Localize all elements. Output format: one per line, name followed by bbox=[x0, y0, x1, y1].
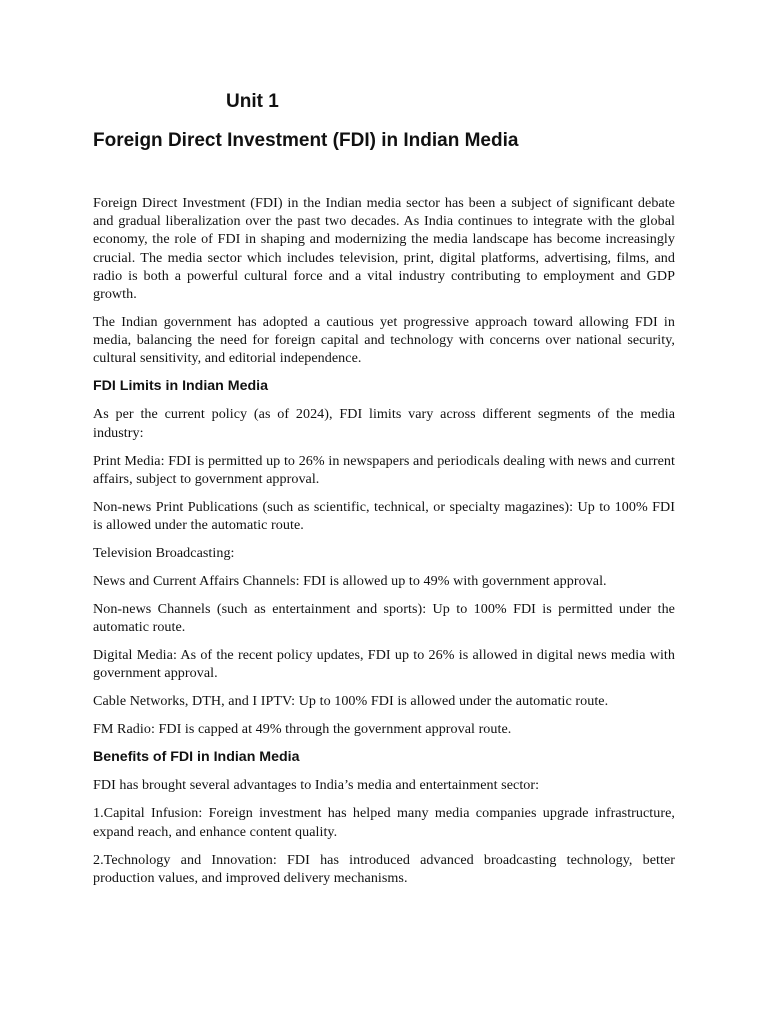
limit-digital-media: Digital Media: As of the recent policy updates, FDI up to 26% is allowed in digital news media with government approval. bbox=[93, 647, 675, 682]
limits-intro-paragraph: As per the current policy (as of 2024), FDI limits vary across different segments of the media industry: bbox=[93, 406, 675, 441]
document-title: Foreign Direct Investment (FDI) in Indian Media bbox=[93, 130, 519, 151]
limit-print-media: Print Media: FDI is permitted up to 26% in newspapers and periodicals dealing with news and current affairs, subject to government approval. bbox=[93, 452, 675, 487]
intro-paragraph-1: Foreign Direct Investment (FDI) in the Indian media sector has been a subject of significant debate and gradual liberalization over the past two decades. As India continues to integrate with the global economy, the role of FDI in shaping and modernizing the media landscape has become increasingly crucial. The media sector which includes television, print, digital platforms, advertising, films, and radio is both a powerful cultural force and a vital industry contributing to employment and GDP growth. bbox=[93, 195, 675, 303]
limit-fm-radio: FM Radio: FDI is capped at 49% through the government approval route. bbox=[93, 721, 512, 738]
limit-tv-broadcasting: Television Broadcasting: bbox=[93, 545, 235, 562]
limit-non-news-channels: Non-news Channels (such as entertainment and sports): Up to 100% FDI is permitted under the automatic route. bbox=[93, 601, 675, 636]
intro-paragraph-2: The Indian government has adopted a cautious yet progressive approach toward allowing FDI in media, balancing the need for foreign capital and technology with concerns over national security, cultural sensitivity, and editorial independence. bbox=[93, 314, 675, 367]
document-body bbox=[93, 194, 675, 897]
unit-title: Unit 1 bbox=[226, 91, 279, 112]
section-heading-benefits: Benefits of FDI in Indian Media bbox=[93, 749, 300, 766]
limit-non-news-print: Non-news Print Publications (such as scientific, technical, or specialty magazines): Up to 100% FDI is allowed under the automatic route. bbox=[93, 498, 675, 534]
benefit-item-capital-infusion: 1.Capital Infusion: Foreign investment has helped many media companies upgrade infrastructure, expand reach, and enhance content quality. bbox=[93, 805, 675, 840]
benefits-intro-paragraph: FDI has brought several advantages to India’s media and entertainment sector: bbox=[93, 777, 540, 794]
benefit-item-technology-innovation: 2.Technology and Innovation: FDI has introduced advanced broadcasting technology, better production values, and improved delivery mechanisms. bbox=[93, 851, 675, 886]
limit-cable-dth: Cable Networks, DTH, and I IPTV: Up to 100% FDI is allowed under the automatic route. bbox=[93, 693, 609, 710]
limit-news-channels: News and Current Affairs Channels: FDI is allowed up to 49% with government approval. bbox=[93, 573, 607, 590]
section-heading-fdi-limits: FDI Limits in Indian Media bbox=[93, 378, 268, 395]
